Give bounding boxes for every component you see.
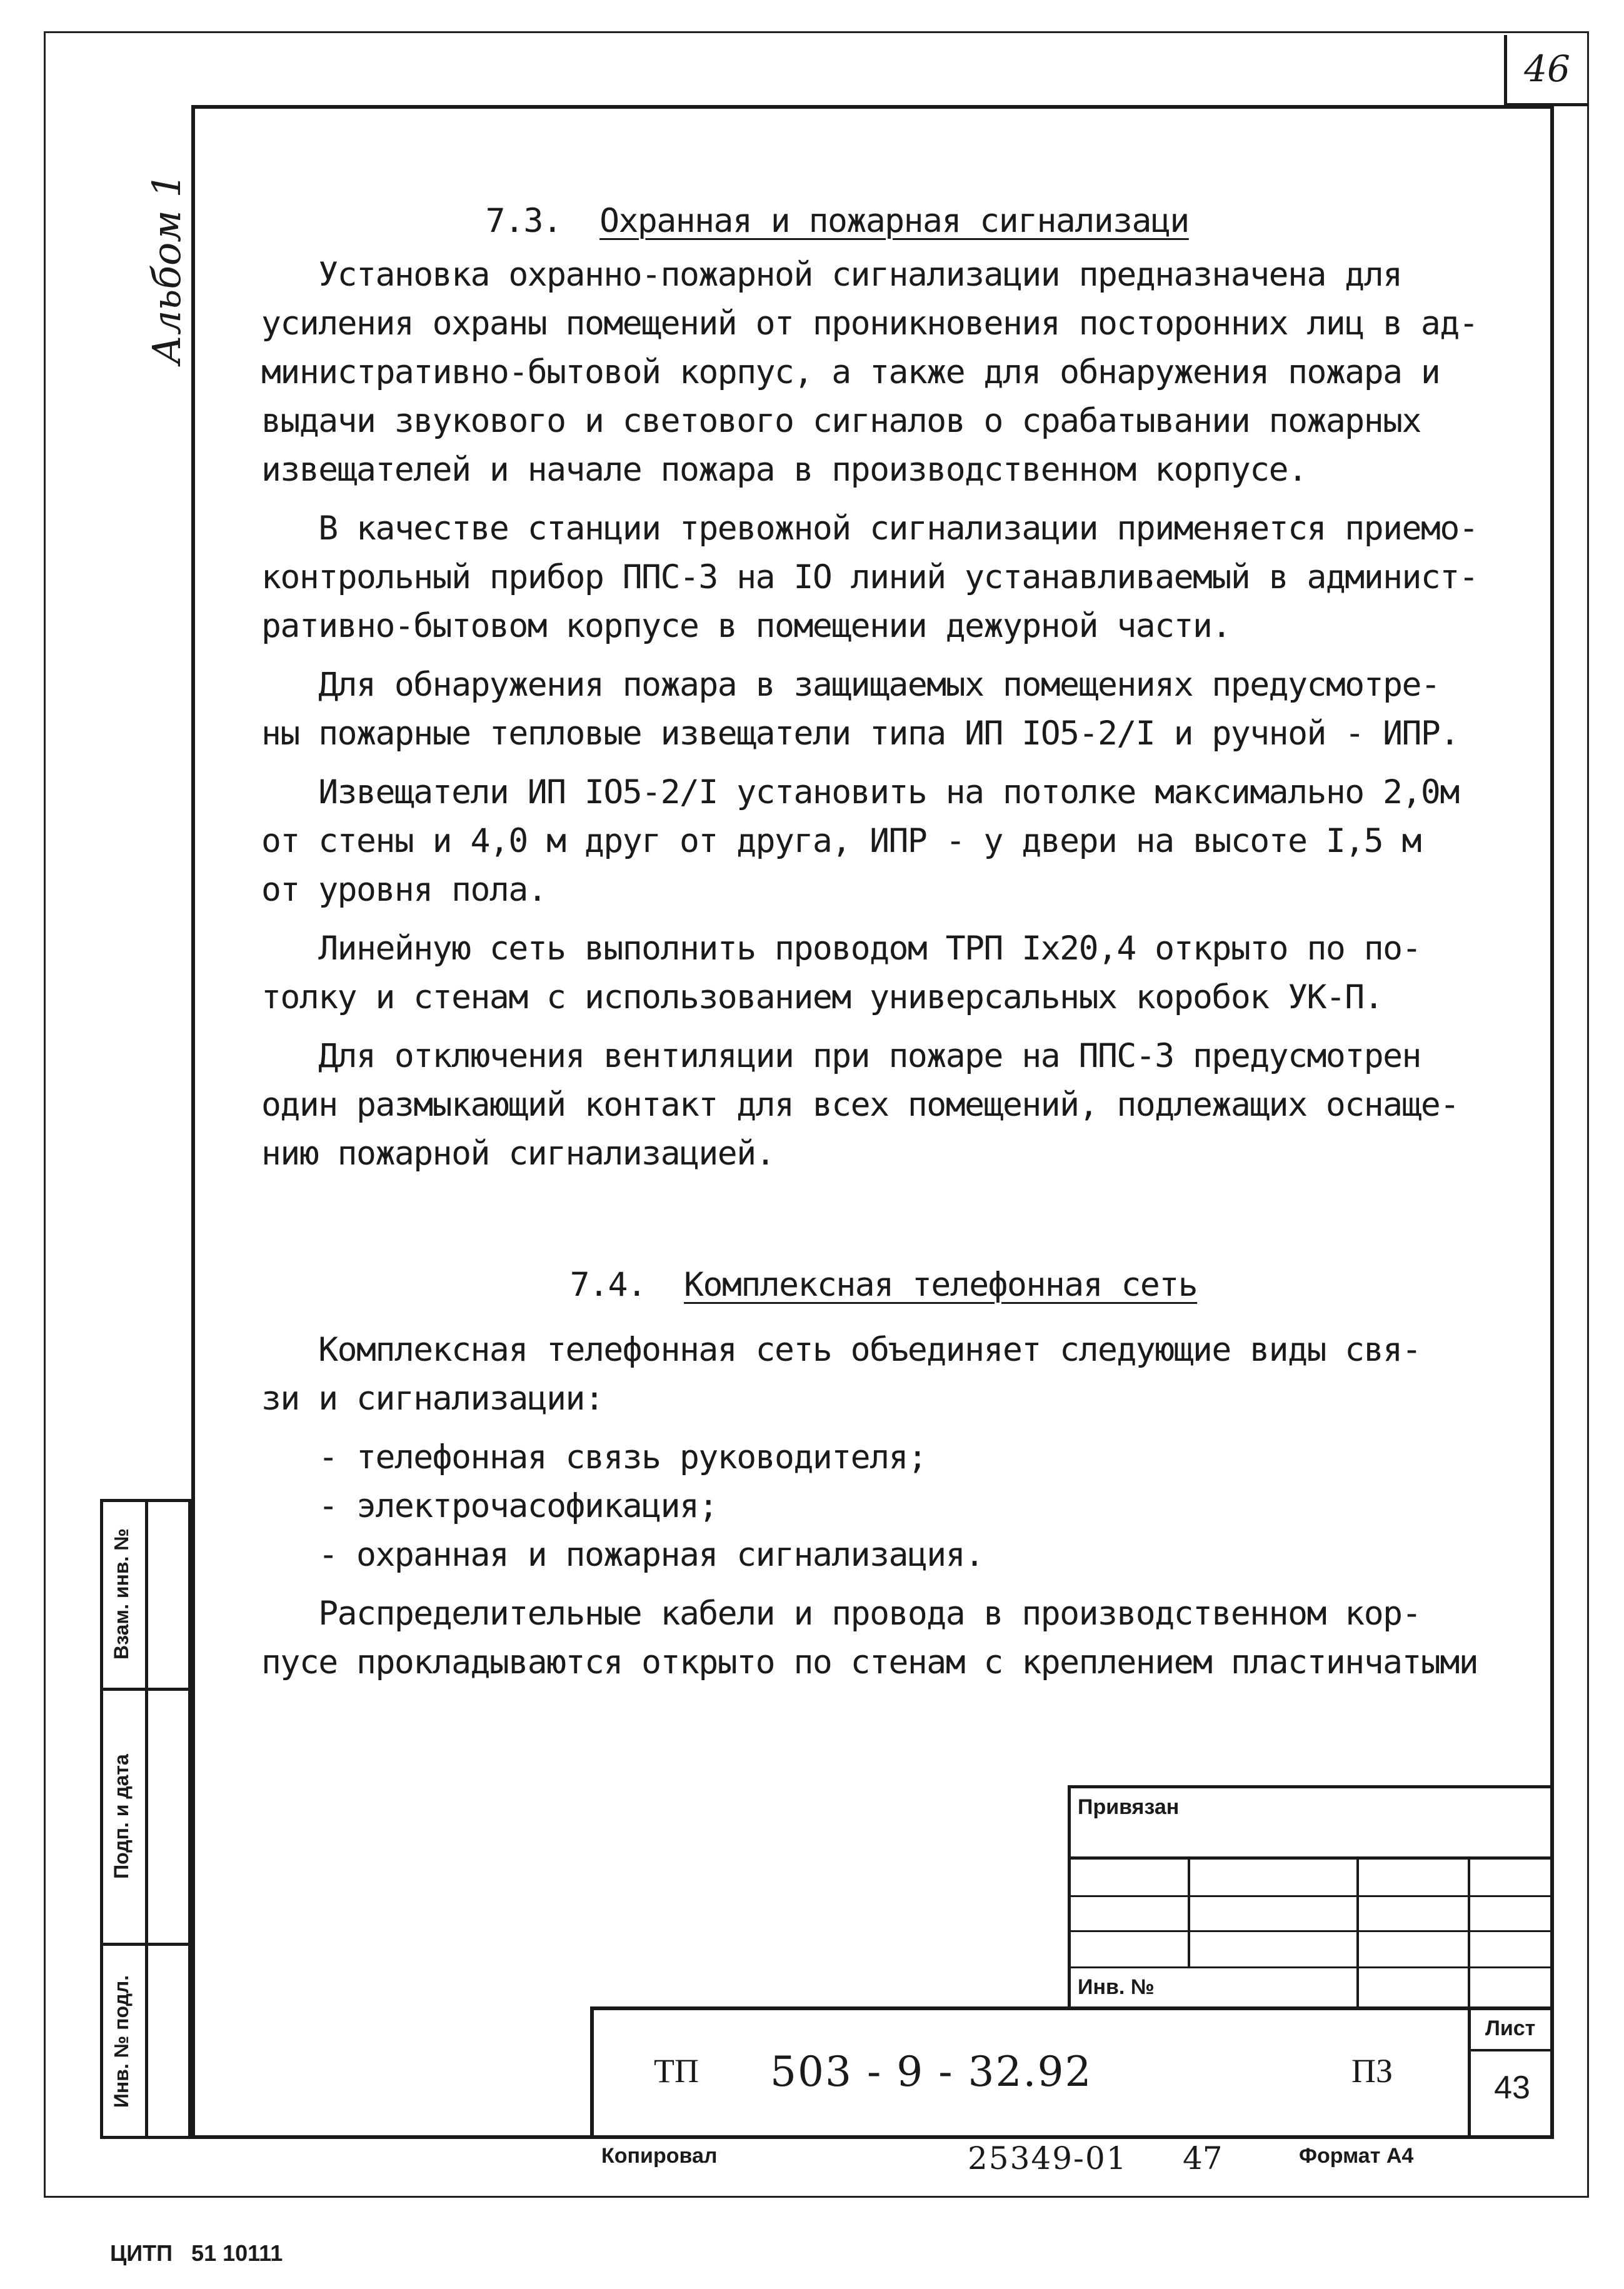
- order-number: 25349-01: [968, 2140, 1128, 2176]
- text-line: усиления охраны помещений от проникновения посторонних лиц в ад-: [261, 304, 1478, 343]
- text-line: министративно-бытовой корпус, а также для обнаружения пожара и: [261, 353, 1440, 391]
- pz-label: ПЗ: [1351, 2052, 1393, 2090]
- text-line: Для обнаружения пожара в защищаемых помещениях предусмотре-: [261, 666, 1440, 704]
- text-line: Распределительные кабели и провода в производственном кор-: [261, 1595, 1421, 1633]
- list-item: - охранная и пожарная сигнализация.: [261, 1536, 984, 1574]
- document-code: 503 - 9 - 32.92: [770, 2048, 1093, 2096]
- text-line: извещателей и начале пожара в производственном корпусе.: [261, 451, 1307, 489]
- section-7-4-heading: [494, 1228, 1197, 1342]
- side-stamp-divider: [100, 1688, 191, 1691]
- binding-table-line: [1068, 1930, 1554, 1932]
- text-line: пусе прокладываются открыто по стенам с креплением пластинчатыми: [261, 1643, 1478, 1681]
- inv-podl-label: Инв. № подл.: [110, 1975, 133, 2108]
- text-line: Установка охранно-пожарной сигнализации предназначена для: [261, 256, 1402, 294]
- side-stamp-divider: [145, 1499, 148, 2139]
- text-line: ративно-бытовом корпусе в помещении дежурной части.: [261, 607, 1231, 645]
- text-line: от уровня пола.: [261, 871, 547, 909]
- binding-table-line: [1356, 1856, 1359, 2008]
- section-7-3-number: 7.3.: [485, 202, 562, 240]
- section-7-3-title: Охранная и пожарная сигнализаци: [599, 202, 1189, 240]
- kopiroval-label: Копировал: [601, 2144, 718, 2168]
- section-7-4-title: Комплексная телефонная сеть: [684, 1266, 1198, 1304]
- side-stamp-divider: [100, 1943, 191, 1946]
- tp-label: ТП: [654, 2052, 699, 2090]
- binding-table-line: [1068, 1856, 1554, 1860]
- text-line: Линейную сеть выполнить проводом ТРП Iх20,4 открыто по по-: [261, 929, 1421, 968]
- text-line: ны пожарные тепловые извещатели типа ИП IO5-2/I и ручной - ИПР.: [261, 714, 1459, 753]
- text-line: от стены и 4,0 м друг от друга, ИПР - у двери на высоте I,5 м: [261, 822, 1421, 860]
- binding-table-line: [1468, 1856, 1470, 2008]
- format-label: Формат А4: [1299, 2144, 1414, 2168]
- vzam-inv-label: Взам. инв. №: [110, 1528, 133, 1660]
- text-line: толку и стенам с использованием универсальных коробок УК-П.: [261, 978, 1383, 1016]
- page-number: 46: [1524, 48, 1570, 90]
- binding-table-line: [1068, 1895, 1554, 1897]
- text-line: Для отключения вентиляции при пожаре на ППС-3 предусмотрен: [261, 1037, 1421, 1075]
- privyazan-label: Привязан: [1078, 1795, 1180, 1819]
- text-line: зи и сигнализации:: [261, 1380, 604, 1418]
- text-line: контрольный прибор ППС-3 на IO линий устанавливаемый в админист-: [261, 558, 1478, 596]
- text-line: Извещатели ИП IO5-2/I установить на потолке максимально 2,0м: [261, 773, 1459, 811]
- podp-data-label: Подп. и дата: [110, 1754, 133, 1879]
- printer-mark: ЦИТП 51 10111: [110, 2240, 283, 2266]
- list-item: - телефонная связь руководителя;: [261, 1438, 927, 1476]
- copy-number: 47: [1183, 2140, 1223, 2176]
- text-line: выдачи звукового и светового сигналов о срабатывании пожарных: [261, 402, 1421, 440]
- list-item: - электрочасофикация;: [261, 1487, 718, 1525]
- binding-table-line: [1188, 1856, 1190, 1966]
- inv-no-label: Инв. №: [1078, 1975, 1155, 1999]
- sheet-number: 43: [1494, 2070, 1530, 2106]
- text-line: В качестве станции тревожной сигнализации применяется приемо-: [261, 509, 1478, 548]
- text-line: один размыкающий контакт для всех помещений, подлежащих оснаще-: [261, 1086, 1459, 1124]
- binding-table-line: [1068, 1966, 1554, 1968]
- main-stamp-divider: [1468, 2049, 1554, 2051]
- text-line: Комплексная телефонная сеть объединяет следующие виды свя-: [261, 1331, 1421, 1369]
- section-7-4-number: 7.4.: [569, 1266, 646, 1304]
- album-label: Альбом 1: [144, 173, 189, 364]
- sheet-label: Лист: [1485, 2016, 1536, 2040]
- text-line: нию пожарной сигнализацией.: [261, 1134, 775, 1173]
